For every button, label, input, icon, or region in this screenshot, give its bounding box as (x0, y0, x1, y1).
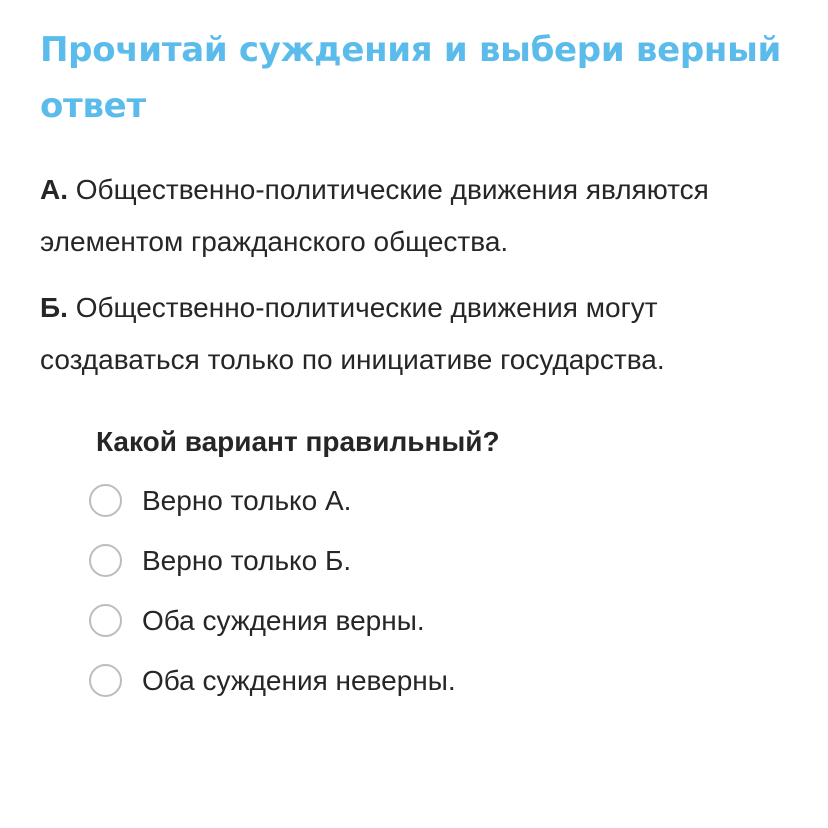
answer-option-1[interactable] (88, 473, 788, 533)
answer-option-3[interactable] (88, 593, 788, 653)
statement-a-text: Общественно-политические движения являются элементом гражданского общества. (40, 174, 709, 257)
statement-b-letter: Б. (40, 292, 68, 323)
radio-button-icon[interactable] (89, 544, 122, 577)
answer-options (88, 473, 788, 713)
statement-b-text: Общественно-политические движения могут создаваться только по инициативе государства. (40, 292, 665, 375)
answer-option-2[interactable] (88, 533, 788, 593)
statement-a-letter: А. (40, 174, 68, 205)
answer-option-label[interactable]: Оба суждения неверны. (142, 665, 456, 696)
answer-option-label[interactable]: Верно только А. (142, 485, 352, 516)
radio-button-icon[interactable] (89, 484, 122, 517)
answer-option-4[interactable] (88, 653, 788, 713)
answer-option-label[interactable]: Верно только Б. (142, 545, 352, 576)
radio-button-icon[interactable] (89, 664, 122, 697)
answer-option-label[interactable]: Оба суждения верны. (142, 605, 425, 636)
statement-a (40, 164, 800, 268)
page-title: Прочитай суждения и выбери верный ответ (40, 30, 782, 126)
statement-b (40, 282, 800, 386)
question-text: Какой вариант правильный? (96, 426, 500, 457)
radio-button-icon[interactable] (89, 604, 122, 637)
